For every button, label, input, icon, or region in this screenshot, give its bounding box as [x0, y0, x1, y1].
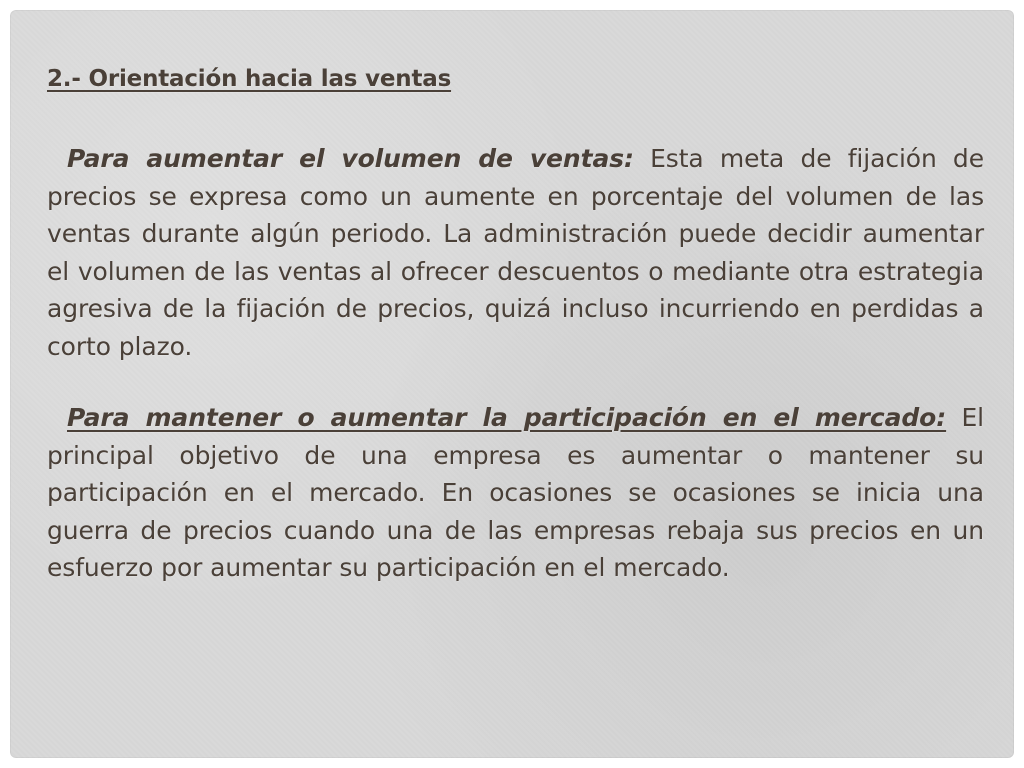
paragraph-body: El principal objetivo de una empresa es aumentar o mantener su participación en el mercado. En ocasiones se ocasiones se inicia una guerra de precios cuando una de las empresas rebaja sus precios en un esfuerzo por aumentar su participación en el mercado. [47, 403, 984, 582]
slide-content [47, 62, 984, 587]
slide [10, 10, 1014, 758]
paragraph-body: Esta meta de fijación de precios se expresa como un aumente en porcentaje del volumen de las ventas durante algún periodo. La administración puede decidir aumentar el volumen de las ventas al ofrecer descuentos o mediante otra estrategia agresiva de la fijación de precios, quizá incluso incurriendo en perdidas a corto plazo. [47, 144, 984, 361]
paragraph-sales-volume [47, 140, 984, 365]
slide-heading: 2.- Orientación hacia las ventas [47, 66, 452, 92]
paragraph-lead: Para mantener o aumentar la participación en el mercado: [67, 403, 947, 432]
paragraph-lead: Para aumentar el volumen de ventas: [67, 144, 634, 173]
paragraph-market-share [47, 399, 984, 587]
